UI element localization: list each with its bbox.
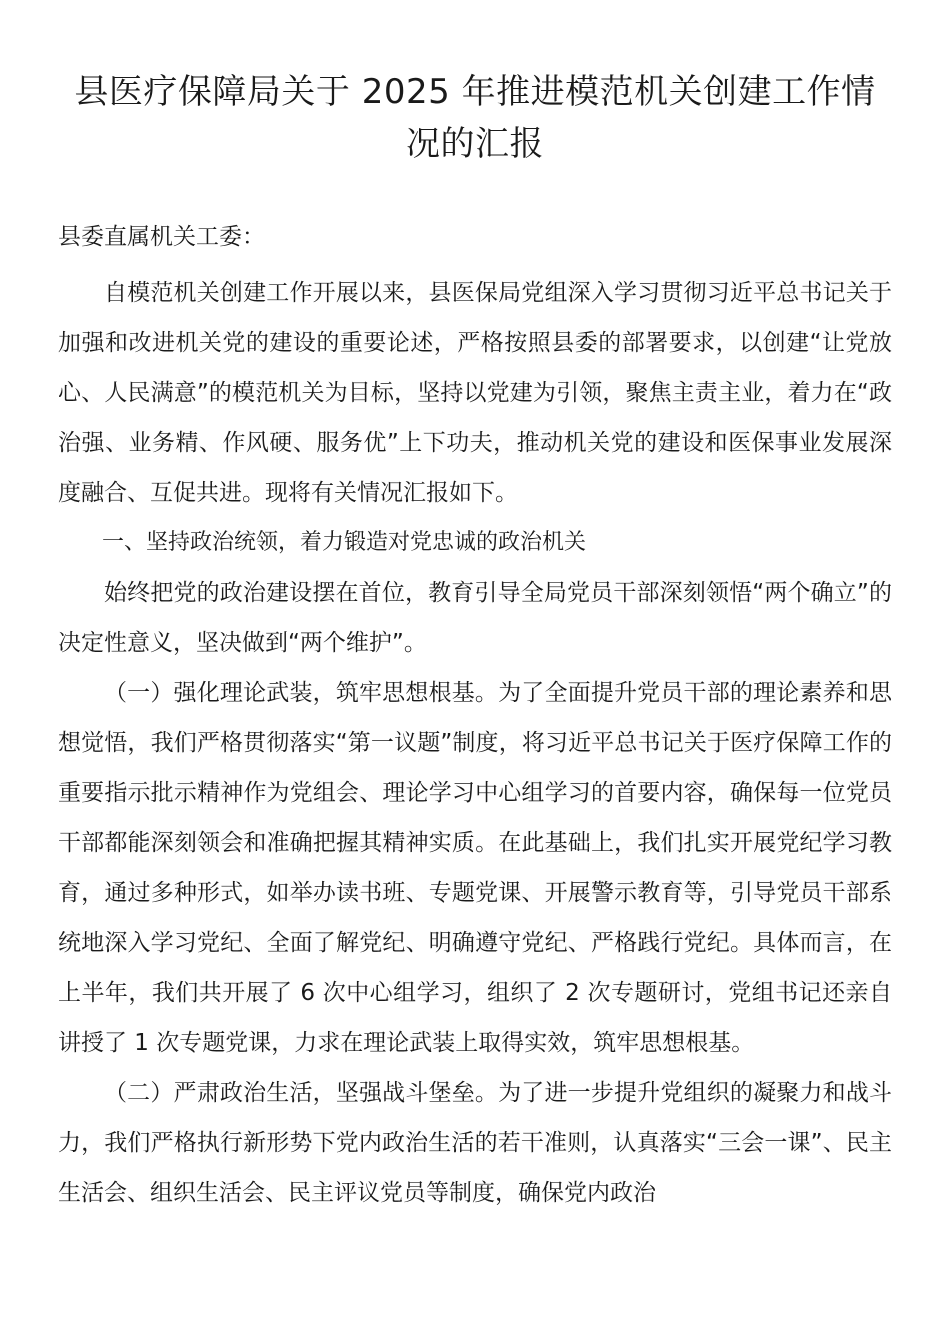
section-heading-1: 一、坚持政治统领，着力锻造对党忠诚的政治机关 xyxy=(102,530,587,555)
document-body xyxy=(58,268,892,1218)
salutation: 县委直属机关工委： xyxy=(58,224,265,250)
document-title: 县医疗保障局关于 2025 年推进模范机关创建工作情况的汇报 xyxy=(74,72,876,164)
paragraph-intro: 自模范机关创建工作开展以来，县医保局党组深入学习贯彻习近平总书记关于加强和改进机关党的建设的重要论述，严格按照县委的部署要求，以创建“让党放心、人民满意”的模范机关为目标，坚持以党建为引领，聚焦主责主业，着力在“政治强、业务精、作风硬、服务优”上下功夫，推动机关党的建设和医保事业发展深度融合、互促共进。现将有关情况汇报如下。 xyxy=(58,280,892,506)
paragraph-subsection-1: （一）强化理论武装，筑牢思想根基。为了全面提升党员干部的理论素养和思想觉悟，我们严格贯彻落实“第一议题”制度，将习近平总书记关于医疗保障工作的重要指示批示精神作为党组会、理论学习中心组学习的首要内容，确保每一位党员干部都能深刻领会和准确把握其精神实质。在此基础上，我们扎实开展党纪学习教育，通过多种形式，如举办读书班、专题党课、开展警示教育等，引导党员干部系统地深入学习党纪、全面了解党纪、明确遵守党纪、严格践行党纪。具体而言，在上半年，我们共开展了 6 次中心组学习，组织了 2 次专题研讨，党组书记还亲自讲授了 1 次专题党课，力求在理论武装上取得实效，筑牢思想根基。 xyxy=(58,680,892,1056)
paragraph-section-1-lead: 始终把党的政治建设摆在首位，教育引导全局党员干部深刻领悟“两个确立”的决定性意义，坚决做到“两个维护”。 xyxy=(58,580,892,656)
paragraph-subsection-2: （二）严肃政治生活，坚强战斗堡垒。为了进一步提升党组织的凝聚力和战斗力，我们严格执行新形势下党内政治生活的若干准则，认真落实“三会一课”、民主生活会、组织生活会、民主评议党员等制度，确保党内政治 xyxy=(58,1080,892,1206)
